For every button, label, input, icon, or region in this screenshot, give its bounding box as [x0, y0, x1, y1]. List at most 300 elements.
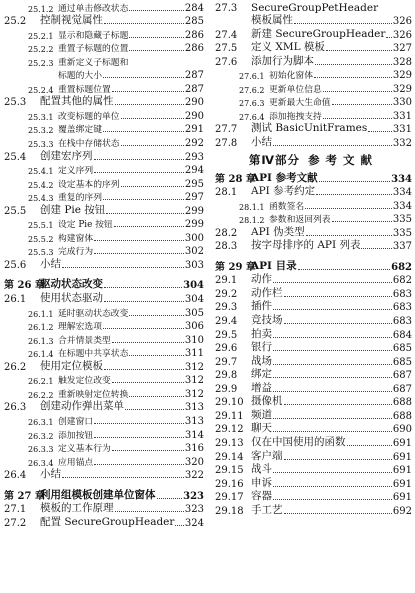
entry-page: 320 [184, 456, 204, 468]
toc-entry[interactable] [215, 0, 412, 14]
entry-title: 更新最大生命值 [269, 98, 331, 109]
entry-number: 25.3.1 [28, 112, 54, 122]
entry-number: 27.4 [215, 29, 238, 41]
entry-title: 添加行为脚本 [251, 54, 314, 67]
entry-number: 27.8 [215, 138, 238, 150]
entry-number: 26.3.2 [28, 431, 54, 441]
leader-dots [104, 301, 184, 302]
entry-number: 29.7 [215, 356, 238, 368]
entry-title: 测试 BasicUnitFrames [251, 122, 368, 135]
toc-entry[interactable] [4, 95, 204, 109]
entry-title: 设定基本的序列 [58, 179, 120, 190]
leader-dots [112, 382, 184, 383]
entry-title: 标题的大小 [58, 71, 102, 82]
entry-page: 691 [392, 478, 412, 490]
entry-page: 330 [392, 97, 412, 109]
entry-title: 完成行为 [58, 247, 94, 258]
leader-dots [347, 445, 392, 446]
toc-entry[interactable] [215, 368, 412, 382]
entry-title: 创建 Pie 按钮 [40, 203, 106, 216]
toc-entry[interactable] [215, 435, 412, 449]
leader-dots [94, 464, 184, 465]
part-title: 参考文献 [308, 153, 379, 168]
entry-number: 29.2 [215, 288, 238, 300]
toc-entry[interactable] [215, 198, 412, 212]
entry-title: 应用锚点 [58, 457, 94, 468]
entry-number: 29.18 [215, 505, 244, 517]
toc-entry[interactable] [4, 454, 204, 468]
entry-page: 329 [392, 70, 412, 82]
entry-number: 25.2.3 [28, 58, 54, 68]
leader-dots [323, 91, 392, 92]
entry-number: 27.2 [4, 517, 27, 529]
entry-title: 聊天 [251, 422, 272, 435]
toc-chapter[interactable] [4, 278, 204, 292]
entry-title: 拍卖 [251, 327, 272, 340]
entry-title: 创建宏序列 [40, 149, 93, 162]
entry-page: 685 [392, 343, 412, 355]
toc-entry[interactable] [215, 476, 412, 490]
toc-entry[interactable] [215, 212, 412, 226]
entry-title: 定义基本行为 [58, 444, 111, 455]
entry-number: 29.4 [215, 316, 238, 328]
toc-entry[interactable] [215, 354, 412, 368]
entry-page: 314 [184, 429, 204, 441]
leader-dots [121, 186, 184, 187]
entry-number: 28.3 [215, 241, 238, 253]
entry-page: 286 [184, 43, 204, 55]
entry-page: 329 [392, 83, 412, 95]
entry-number: 27.6 [215, 56, 238, 68]
entry-page: 334 [391, 173, 412, 185]
leader-dots [368, 131, 392, 132]
entry-title: 竞技场 [251, 314, 283, 327]
entry-page: 328 [392, 56, 412, 68]
entry-page: 682 [392, 275, 412, 287]
entry-page: 299 [184, 219, 204, 231]
entry-number: 28.1.2 [239, 216, 265, 226]
entry-page: 299 [184, 205, 204, 217]
leader-dots [103, 77, 184, 78]
toc-chapter[interactable] [215, 259, 412, 273]
entry-page: 335 [392, 214, 412, 226]
entry-page: 312 [184, 375, 204, 387]
entry-page: 326 [392, 29, 412, 41]
toc-entry[interactable] [215, 95, 412, 109]
entry-number: 第 27 章 [4, 490, 45, 502]
entry-title: 改变标题的单位 [58, 111, 120, 122]
entry-page: 690 [392, 424, 412, 436]
leader-dots [273, 309, 392, 310]
entry-number: 29.16 [215, 478, 244, 490]
toc-entry[interactable] [215, 313, 412, 327]
leader-dots [306, 235, 392, 236]
toc-entry[interactable] [215, 81, 412, 95]
leader-dots [112, 91, 184, 92]
toc-entry[interactable] [4, 14, 204, 28]
toc-entry[interactable] [4, 244, 204, 258]
entry-title: 动作栏 [251, 286, 283, 299]
leader-dots [114, 226, 184, 227]
entry-page: 331 [392, 110, 412, 122]
entry-number: 25.5.3 [28, 248, 54, 258]
entry-number: 29.14 [215, 451, 244, 463]
toc-entry[interactable] [4, 332, 204, 346]
toc-entry[interactable] [4, 515, 204, 529]
entry-page: 291 [184, 124, 204, 136]
leader-dots [273, 418, 392, 419]
entry-title: 容器 [251, 490, 272, 503]
entry-page: 304 [183, 280, 204, 292]
entry-page: 691 [392, 492, 412, 504]
toc-entry[interactable] [215, 122, 412, 136]
leader-dots [121, 145, 184, 146]
entry-page: 305 [184, 307, 204, 319]
entry-page: 312 [184, 388, 204, 400]
entry-number: 26.1.3 [28, 336, 54, 346]
entry-title: 理解宏选项 [58, 322, 102, 333]
toc-entry[interactable] [4, 291, 204, 305]
entry-title: 频道 [251, 408, 272, 421]
toc-entry[interactable] [4, 108, 204, 122]
toc-entry[interactable] [215, 503, 412, 517]
entry-number: 25.5.2 [28, 234, 54, 244]
entry-title: 初始化窗体 [269, 71, 313, 82]
leader-dots [273, 391, 392, 392]
entry-page: 323 [183, 490, 204, 502]
leader-dots [323, 118, 392, 119]
entry-number: 29.10 [215, 397, 244, 409]
toc-entry[interactable] [4, 257, 204, 271]
entry-page: 692 [392, 505, 412, 517]
entry-number: 29.5 [215, 329, 238, 341]
entry-title: 参数和返回列表 [269, 215, 331, 226]
toc-entry[interactable] [4, 122, 204, 136]
entry-number: 27.6.2 [239, 85, 265, 95]
entry-number: 26.1 [4, 294, 27, 306]
entry-number: 29.6 [215, 343, 238, 355]
toc-entry[interactable] [4, 400, 204, 414]
entry-title: 按字母排序的 API 列表 [251, 239, 361, 252]
leader-dots [157, 498, 183, 499]
entry-title: API 参考文献 [251, 171, 318, 184]
entry-number: 28.1.1 [239, 202, 265, 212]
leader-dots [94, 159, 184, 160]
entry-title: 模板属性 [251, 14, 293, 27]
entry-title: 合并情景类型 [58, 335, 111, 346]
entry-title: 重新映射定位转换 [58, 389, 129, 400]
leader-dots [326, 50, 392, 51]
entry-title: 函数签名 [269, 201, 305, 212]
entry-page: 311 [184, 348, 204, 360]
entry-number: 25.5 [4, 205, 27, 217]
entry-number: 29.1 [215, 275, 238, 287]
entry-title: 申诉 [251, 476, 272, 489]
entry-number: 25.2.2 [28, 45, 54, 55]
entry-number: 25.4 [4, 151, 27, 163]
entry-title: 配置 SecureGroupHeader [40, 515, 175, 528]
leader-dots [316, 194, 392, 195]
entry-number: 26.1.4 [28, 350, 54, 360]
entry-page: 323 [184, 504, 204, 516]
toc-entry[interactable] [215, 341, 412, 355]
leader-dots [112, 342, 184, 343]
entry-page: 684 [392, 329, 412, 341]
leader-dots [332, 221, 392, 222]
entry-title: 覆盖绑定键 [58, 125, 102, 136]
toc-entry[interactable] [215, 463, 412, 477]
entry-title: 绑定 [251, 368, 272, 381]
leader-dots [284, 323, 392, 324]
toc-entry[interactable] [4, 54, 204, 68]
entry-number: 29.11 [215, 410, 244, 422]
entry-number: 27.3 [215, 2, 238, 14]
entry-title: 定义 XML 模板 [251, 41, 325, 54]
leader-dots [273, 431, 392, 432]
toc-entry[interactable] [215, 381, 412, 395]
entry-title: 小结 [40, 468, 61, 481]
leader-dots [129, 315, 184, 316]
leader-dots [175, 525, 183, 526]
toc-entry[interactable] [215, 239, 412, 253]
toc-entry[interactable] [4, 41, 204, 55]
toc-entry[interactable] [215, 327, 412, 341]
entry-page: 682 [391, 261, 412, 273]
entry-title: 创建动作弹出菜单 [40, 400, 124, 413]
leader-dots [115, 104, 184, 105]
entry-number: 26.3.1 [28, 417, 54, 427]
entry-number: 25.3.3 [28, 140, 54, 150]
toc-entry[interactable] [215, 286, 412, 300]
leader-dots [386, 37, 391, 38]
leader-dots [315, 64, 392, 65]
entry-page: 316 [184, 443, 204, 455]
entry-page: 335 [392, 227, 412, 239]
entry-page: 685 [392, 356, 412, 368]
entry-number: 第 29 章 [215, 261, 256, 273]
entry-page: 683 [392, 288, 412, 300]
entry-title: 使用定位模板 [40, 359, 103, 372]
entry-page: 691 [392, 437, 412, 449]
toc-column-right [215, 0, 412, 517]
toc-entry[interactable] [215, 273, 412, 287]
entry-number: 29.9 [215, 383, 238, 395]
entry-title: API 目录 [251, 259, 297, 272]
leader-dots [129, 10, 184, 11]
toc-entry[interactable] [4, 468, 204, 482]
entry-page: 295 [184, 178, 204, 190]
toc-entry[interactable] [215, 395, 412, 409]
entry-number: 27.6.4 [239, 112, 265, 122]
entry-number: 25.4.1 [28, 167, 54, 177]
toc-entry[interactable] [4, 203, 204, 217]
entry-number: 25.5.1 [28, 221, 54, 231]
toc-entry[interactable] [4, 346, 204, 360]
entry-title: 客户端 [251, 449, 283, 462]
entry-page: 334 [392, 187, 412, 199]
entry-number: 27.7 [215, 124, 238, 136]
entry-page: 303 [184, 259, 204, 271]
leader-dots [273, 472, 392, 473]
leader-dots [62, 477, 184, 478]
entry-title: 重新定义子标题和 [58, 57, 129, 68]
entry-number: 29.15 [215, 465, 244, 477]
entry-number: 27.5 [215, 43, 238, 55]
entry-page: 327 [392, 43, 412, 55]
entry-number: 25.4.2 [28, 180, 54, 190]
part-heading [215, 149, 412, 171]
toc-entry[interactable] [4, 217, 204, 231]
entry-number: 29.17 [215, 492, 244, 504]
leader-dots [104, 287, 182, 288]
entry-page: 332 [392, 138, 412, 150]
entry-title: 战斗 [251, 463, 272, 476]
entry-number: 25.2.1 [28, 31, 54, 41]
entry-page: 306 [184, 321, 204, 333]
leader-dots [106, 213, 184, 214]
entry-number: 27.6.1 [239, 72, 265, 82]
leader-dots [104, 23, 184, 24]
entry-title: 利用组模板创建单位窗体 [40, 488, 156, 501]
toc-entry[interactable] [4, 27, 204, 41]
entry-page: 691 [392, 465, 412, 477]
toc-entry[interactable] [215, 68, 412, 82]
entry-page: 683 [392, 302, 412, 314]
entry-title: 模板的工作原理 [40, 502, 114, 515]
toc-entry[interactable] [4, 319, 204, 333]
entry-number: 29.8 [215, 370, 238, 382]
toc-entry[interactable] [4, 0, 204, 14]
leader-dots [125, 409, 184, 410]
toc-entry[interactable] [4, 373, 204, 387]
leader-dots [115, 511, 184, 512]
toc-entry[interactable] [215, 408, 412, 422]
leader-dots [94, 172, 184, 173]
leader-dots [305, 208, 392, 209]
entry-title: 控制视觉属性 [40, 14, 103, 27]
leader-dots [273, 364, 392, 365]
entry-title: 通过单击修改状态 [58, 3, 129, 14]
leader-dots [319, 181, 391, 182]
entry-title: 增益 [251, 381, 272, 394]
entry-page: 302 [184, 246, 204, 258]
leader-dots [284, 404, 392, 405]
toc-entry[interactable] [4, 163, 204, 177]
entry-number: 26.3 [4, 402, 27, 414]
entry-number: 25.2 [4, 16, 27, 28]
entry-number: 29.3 [215, 302, 238, 314]
entry-title: 触发定位改变 [58, 376, 111, 387]
toc-entry[interactable] [215, 135, 412, 149]
leader-dots [361, 248, 391, 249]
toc-entry[interactable] [4, 441, 204, 455]
leader-dots [112, 450, 184, 451]
entry-title: 手工艺 [251, 503, 283, 516]
entry-title: 驱动状态改变 [40, 278, 103, 291]
entry-page: 310 [184, 334, 204, 346]
toc-entry[interactable] [215, 300, 412, 314]
toc-entry[interactable] [215, 490, 412, 504]
toc-entry[interactable] [4, 427, 204, 441]
entry-page: 313 [184, 402, 204, 414]
entry-title: API 伪类型 [251, 225, 305, 238]
leader-dots [129, 37, 184, 38]
entry-number: 25.3.2 [28, 126, 54, 136]
toc-entry[interactable] [4, 359, 204, 373]
entry-page: 313 [184, 415, 204, 427]
entry-page: 287 [184, 83, 204, 95]
entry-number: 27.6.3 [239, 99, 265, 109]
leader-dots [103, 199, 184, 200]
leader-dots [314, 77, 392, 78]
entry-page: 334 [392, 200, 412, 212]
entry-title: 在标题中共享状态 [58, 349, 129, 360]
leader-dots [103, 328, 184, 329]
toc-entry[interactable] [215, 54, 412, 68]
entry-title: 在栈中存储状态 [58, 139, 120, 150]
toc-entry[interactable] [4, 149, 204, 163]
entry-number: 第 28 章 [215, 173, 256, 185]
entry-title: 重复的序列 [58, 193, 102, 204]
leader-dots [129, 396, 184, 397]
toc-entry[interactable] [4, 230, 204, 244]
leader-dots [284, 296, 392, 297]
entry-page: 337 [392, 241, 412, 253]
entry-title: 构建窗体 [58, 233, 94, 244]
leader-dots [94, 423, 184, 424]
entry-page: 290 [184, 110, 204, 122]
entry-title: 仅在中国使用的函数 [251, 435, 346, 448]
entry-page: 691 [392, 451, 412, 463]
leader-dots [104, 369, 184, 370]
entry-number: 25.4.3 [28, 194, 54, 204]
toc-entry[interactable] [215, 449, 412, 463]
entry-title: SecureGroupPetHeader [251, 1, 379, 14]
leader-dots [273, 350, 392, 351]
entry-number: 25.3 [4, 97, 27, 109]
entry-number: 26.3.3 [28, 445, 54, 455]
toc-entry[interactable] [4, 68, 204, 82]
leader-dots [103, 131, 184, 132]
entry-page: 687 [392, 383, 412, 395]
entry-title: 添加拖拽支持 [269, 111, 322, 122]
leader-dots [62, 267, 184, 268]
leader-dots [273, 145, 392, 146]
toc-entry[interactable] [4, 305, 204, 319]
entry-title: 创建窗口 [58, 416, 94, 427]
entry-number: 25.6 [4, 259, 27, 271]
toc-entry[interactable] [4, 413, 204, 427]
part-label: 第Ⅳ部分 [248, 153, 301, 168]
entry-number: 26.2.2 [28, 390, 54, 400]
toc-entry[interactable] [4, 176, 204, 190]
entry-number: 29.13 [215, 437, 244, 449]
entry-page: 687 [392, 370, 412, 382]
leader-dots [94, 253, 184, 254]
entry-title: 银行 [251, 341, 272, 354]
leader-dots [332, 104, 392, 105]
entry-title: 小结 [40, 257, 61, 270]
toc-entry[interactable] [4, 135, 204, 149]
toc-entry[interactable] [215, 185, 412, 199]
entry-page: 688 [392, 410, 412, 422]
leader-dots [284, 513, 392, 514]
entry-page: 287 [184, 70, 204, 82]
entry-title: 使用状态驱动 [40, 292, 103, 305]
entry-title: 插件 [251, 300, 272, 313]
entry-title: 战场 [251, 354, 272, 367]
entry-page: 312 [184, 361, 204, 373]
